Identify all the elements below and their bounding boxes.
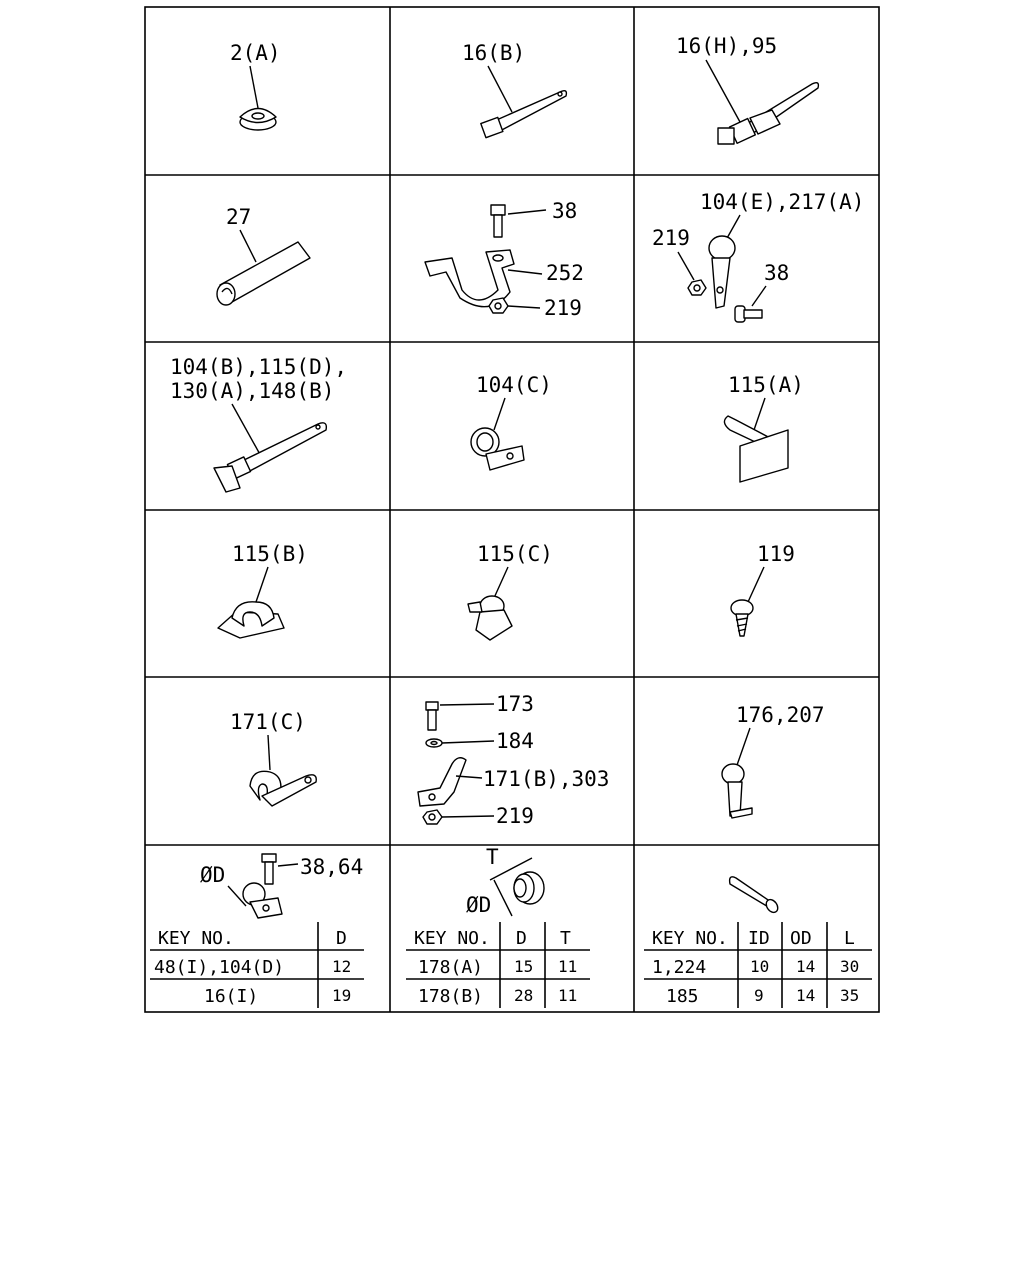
- cell-clip-171c: [230, 710, 316, 806]
- label-104c: 104(C): [476, 373, 552, 397]
- t3-row2-key: 185: [666, 986, 699, 1007]
- t3-header-l: L: [844, 928, 855, 949]
- cell-bracket-bolt: [425, 199, 584, 320]
- t2-row1-key: 178(A): [418, 957, 484, 978]
- label-104b-115d: 104(B),115(D),: [170, 355, 348, 379]
- t1-header-d: D: [336, 928, 347, 949]
- cell-tie-tab: [724, 373, 803, 482]
- t2-row2-d: 28: [514, 986, 534, 1005]
- label-130a-148b: 130(A),148(B): [170, 379, 335, 403]
- label-173: 173: [496, 692, 534, 716]
- t3-row1-od: 14: [796, 957, 816, 976]
- label-171c: 171(C): [230, 710, 306, 734]
- t1-row1-d: 12: [332, 957, 352, 976]
- t2-row1-t: 11: [558, 957, 578, 976]
- cell-clip-b: [218, 542, 308, 638]
- t1-header-key: KEY NO.: [158, 928, 234, 949]
- table-dt: [406, 922, 590, 1008]
- label-184: 184: [496, 729, 534, 753]
- cell-screw: [731, 542, 795, 636]
- t2-row1-d: 15: [514, 957, 534, 976]
- bolt-icon: [491, 205, 505, 237]
- grommet-icon: [240, 109, 276, 131]
- label-219-b: 219: [652, 226, 690, 250]
- bolt-icon: [426, 702, 438, 730]
- cell-cable-tie-b: [462, 41, 566, 138]
- label-176-207: 176,207: [736, 703, 825, 727]
- t3-row1-id: 10: [750, 957, 770, 976]
- clamp-icon: [709, 236, 735, 308]
- t3-row2-id: 9: [754, 986, 764, 1005]
- table-d: [150, 922, 364, 1008]
- t3-header-od: OD: [790, 928, 812, 949]
- label-115c: 115(C): [477, 542, 553, 566]
- label-219-c: 219: [496, 804, 534, 828]
- bolt-icon: [262, 854, 276, 884]
- clip-icon: [468, 596, 512, 640]
- t3-header-id: ID: [748, 928, 770, 949]
- t3-row2-l: 35: [840, 986, 860, 1005]
- t3-row2-od: 14: [796, 986, 816, 1005]
- washer-icon: [426, 739, 442, 747]
- bolt-icon: [735, 306, 762, 322]
- label-119: 119: [757, 542, 795, 566]
- label-16b: 16(B): [462, 41, 526, 65]
- table-id-od-l: [644, 922, 872, 1008]
- clamp-icon: [722, 764, 752, 818]
- t3-header-key: KEY NO.: [652, 928, 728, 949]
- label-252: 252: [546, 261, 584, 285]
- t2-row2-t: 11: [558, 986, 578, 1005]
- cell-clamp-table-dt: [466, 845, 544, 917]
- label-115a: 115(A): [728, 373, 804, 397]
- cylinder-clamp-icon: [514, 872, 544, 904]
- t2-header-d: D: [516, 928, 527, 949]
- label-dia-d: ØD: [200, 863, 226, 887]
- edge-trim-icon: [217, 242, 310, 305]
- clamp-icon: [243, 883, 282, 918]
- nut-icon: [688, 280, 706, 295]
- label-115b: 115(B): [232, 542, 308, 566]
- cell-clamp-table-d: [200, 854, 363, 918]
- tie-tab-icon: [724, 416, 788, 482]
- cable-tie-clip-icon: [718, 83, 818, 144]
- p-clamp-icon: [471, 428, 524, 470]
- cell-clip-c: [468, 542, 553, 640]
- t2-row2-key: 178(B): [418, 986, 484, 1007]
- cell-long-cable-tie: [170, 355, 347, 492]
- label-16h-95: 16(H),95: [676, 34, 778, 58]
- label-dia-d-2: ØD: [466, 893, 492, 917]
- cell-tube-table: [730, 877, 781, 915]
- label-219-a: 219: [544, 296, 582, 320]
- cell-clamp-c: [471, 373, 552, 470]
- t1-row1-key: 48(I),104(D): [154, 957, 285, 978]
- t2-header-t: T: [560, 928, 571, 949]
- t1-row2-d: 19: [332, 986, 352, 1005]
- t1-row2-key: 16(I): [204, 986, 259, 1007]
- t3-row1-key: 1,224: [652, 957, 707, 978]
- cell-bolt-washer-bracket: [418, 692, 609, 828]
- label-171b-303: 171(B),303: [483, 767, 610, 791]
- cell-clamp-176: [722, 703, 825, 818]
- cell-edge-trim: [217, 205, 310, 305]
- label-38-64: 38,64: [300, 855, 364, 879]
- clip-icon: [250, 771, 316, 806]
- screw-icon: [731, 600, 753, 636]
- grid-frame: [145, 7, 879, 1012]
- nut-icon: [423, 810, 442, 824]
- label-38: 38: [552, 199, 578, 223]
- cell-grommet: [230, 41, 281, 130]
- label-38-b: 38: [764, 261, 790, 285]
- t3-row1-l: 30: [840, 957, 860, 976]
- bracket-icon: [418, 758, 466, 806]
- label-t: T: [486, 845, 499, 869]
- clip-icon: [218, 602, 284, 638]
- cable-tie-icon: [481, 91, 567, 138]
- label-2a: 2(A): [230, 41, 281, 65]
- label-104e-217a: 104(E),217(A): [700, 190, 865, 214]
- tube-icon: [730, 877, 781, 915]
- t2-header-key: KEY NO.: [414, 928, 490, 949]
- label-27: 27: [226, 205, 252, 229]
- cell-clamp-nut-bolt: [652, 190, 864, 322]
- cable-tie-icon: [214, 423, 326, 492]
- cell-cable-tie-clip: [676, 34, 818, 144]
